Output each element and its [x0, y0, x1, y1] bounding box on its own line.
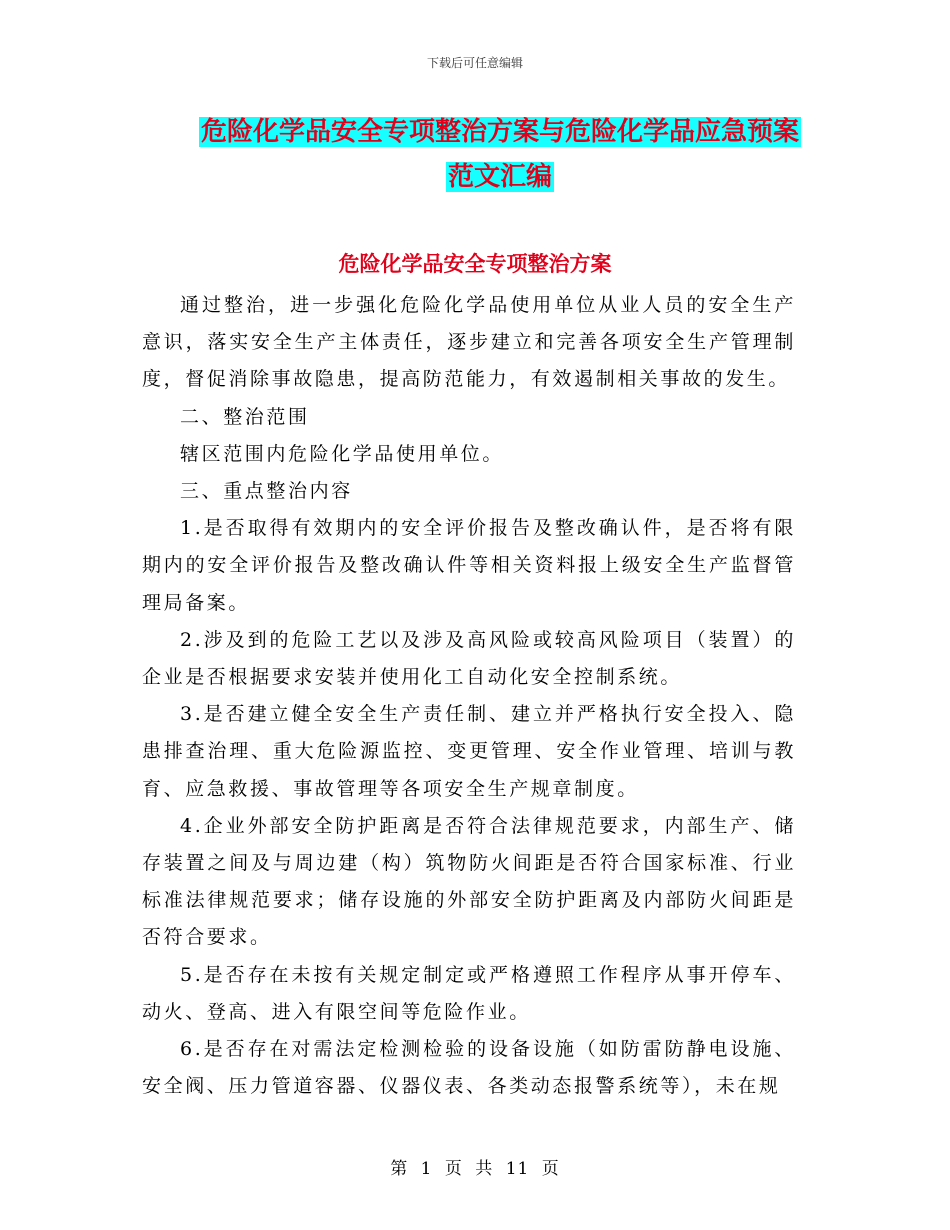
body-text [142, 287, 796, 1105]
paragraph-item-3: 3.是否建立健全安全生产责任制、建立并严格执行安全投入、隐患排查治理、重大危险源监控、变更管理、安全作业管理、培训与教育、应急救援、事故管理等各项安全生产规章制度。 [142, 703, 796, 800]
paragraph-item-5: 5.是否存在未按有关规定制定或严格遵照工作程序从事开停车、动火、登高、进入有限空间等危险作业。 [142, 963, 796, 1023]
paragraph-item-6: 6.是否存在对需法定检测检验的设备设施（如防雷防静电设施、安全阀、压力管道容器、仪器仪表、各类动态报警系统等），未在规 [142, 1038, 796, 1098]
heading-scope: 二、整治范围 [180, 405, 310, 428]
paragraph-intro: 通过整治，进一步强化危险化学品使用单位从业人员的安全生产意识，落实安全生产主体责任，逐步建立和完善各项安全生产管理制度，督促消除事故隐患，提高防范能力，有效遏制相关事故的发生。 [142, 294, 796, 391]
document-title-line1: 危险化学品安全专项整治方案与危险化学品应急预案 [200, 117, 799, 147]
section-title: 危险化学品安全专项整治方案 [338, 252, 612, 276]
paragraph-scope: 辖区范围内危险化学品使用单位。 [180, 442, 505, 465]
heading-key-content: 三、重点整治内容 [180, 480, 353, 503]
document-title-line2: 范文汇编 [447, 162, 552, 192]
paragraph-item-4: 4.企业外部安全防护距离是否符合法律规范要求，内部生产、储存装置之间及与周边建（构）筑物防火间距是否符合国家标准、行业标准法律规范要求；储存设施的外部安全防护距离及内部防火间距是否符合要求。 [142, 814, 796, 949]
document-title [140, 110, 860, 200]
paragraph-item-1: 1.是否取得有效期内的安全评价报告及整改确认件，是否将有限期内的安全评价报告及整改确认件等相关资料报上级安全生产监督管理局备案。 [142, 517, 796, 614]
paragraph-item-2: 2.涉及到的危险工艺以及涉及高风险或较高风险项目（装置）的企业是否根据要求安装并使用化工自动化安全控制系统。 [142, 628, 796, 689]
header-note: 下载后可任意编辑 [426, 56, 523, 70]
page-footer: 第 1 页 共 11 页 [390, 1159, 560, 1179]
